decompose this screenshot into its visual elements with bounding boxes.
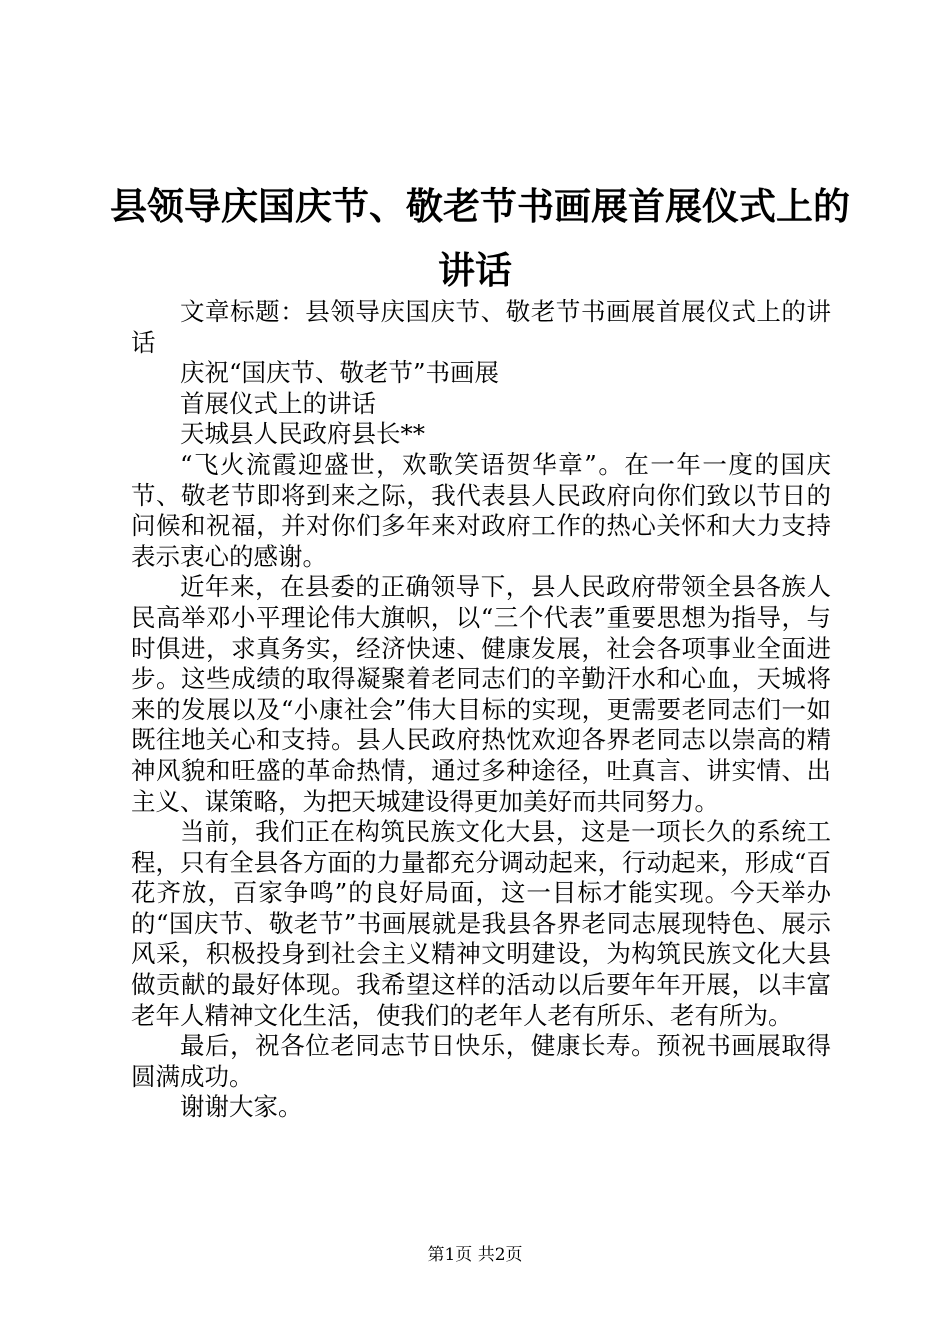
paragraph-closing: 最后，祝各位老同志节日快乐，健康长寿。预祝书画展取得圆满成功。 (131, 1031, 831, 1091)
paragraph-recent-years: 近年来，在县委的正确领导下，县人民政府带领全县各族人民高举邓小平理论伟大旗帜，以“三个代表”重要思想为指导，与时俱进，求真务实，经济快速、健康发展，社会各项事业全面进步。这些成绩的取得凝聚着老同志们的辛勤汗水和心血，天城将来的发展以及“小康社会”伟大目标的实现，更需要老同志们一如既往地关心和支持。县人民政府热忱欢迎各界老同志以崇高的精神风貌和旺盛的革命热情，通过多种途径，吐真言、讲实情、出主义、谋策略，为把天城建设得更加美好而共同努力。 (131, 572, 831, 816)
page-number-footer: 第1页 共2页 (427, 1245, 523, 1265)
paragraph-opening: “飞火流霞迎盛世，欢歌笑语贺华章”。在一年一度的国庆节、敬老节即将到来之际，我代表县人民政府向你们致以节日的问候和祝福，并对你们多年来对政府工作的热心关怀和大力支持表示衷心的感谢。 (131, 449, 831, 571)
document-title-line2: 讲话 (438, 248, 512, 292)
paragraph-heading-exhibition: 庆祝“国庆节、敬老节”书画展 (180, 358, 500, 388)
paragraph-heading-speech: 首展仪式上的讲话 (180, 388, 376, 418)
paragraph-current: 当前，我们正在构筑民族文化大县，这是一项长久的系统工程，只有全县各方面的力量都充分调动起来，行动起来，形成“百花齐放，百家争鸣”的良好局面，这一目标才能实现。今天举办的“国庆节、敬老节”书画展就是我县各界老同志展现特色、展示风采，积极投身到社会主义精神文明建设，为构筑民族文化大县做贡献的最好体现。我希望这样的活动以后要年年开展，以丰富老年人精神文化生活，使我们的老年人老有所乐、老有所为。 (131, 817, 831, 1030)
paragraph-speaker: 天城县人民政府县长** (180, 419, 425, 449)
paragraph-thanks: 谢谢大家。 (180, 1092, 303, 1122)
document-title-line1: 县领导庆国庆节、敬老节书画展首展仪式上的 (110, 184, 850, 228)
paragraph-article-title: 文章标题：县领导庆国庆节、敬老节书画展首展仪式上的讲话 (131, 297, 831, 357)
document-body (131, 297, 831, 1123)
